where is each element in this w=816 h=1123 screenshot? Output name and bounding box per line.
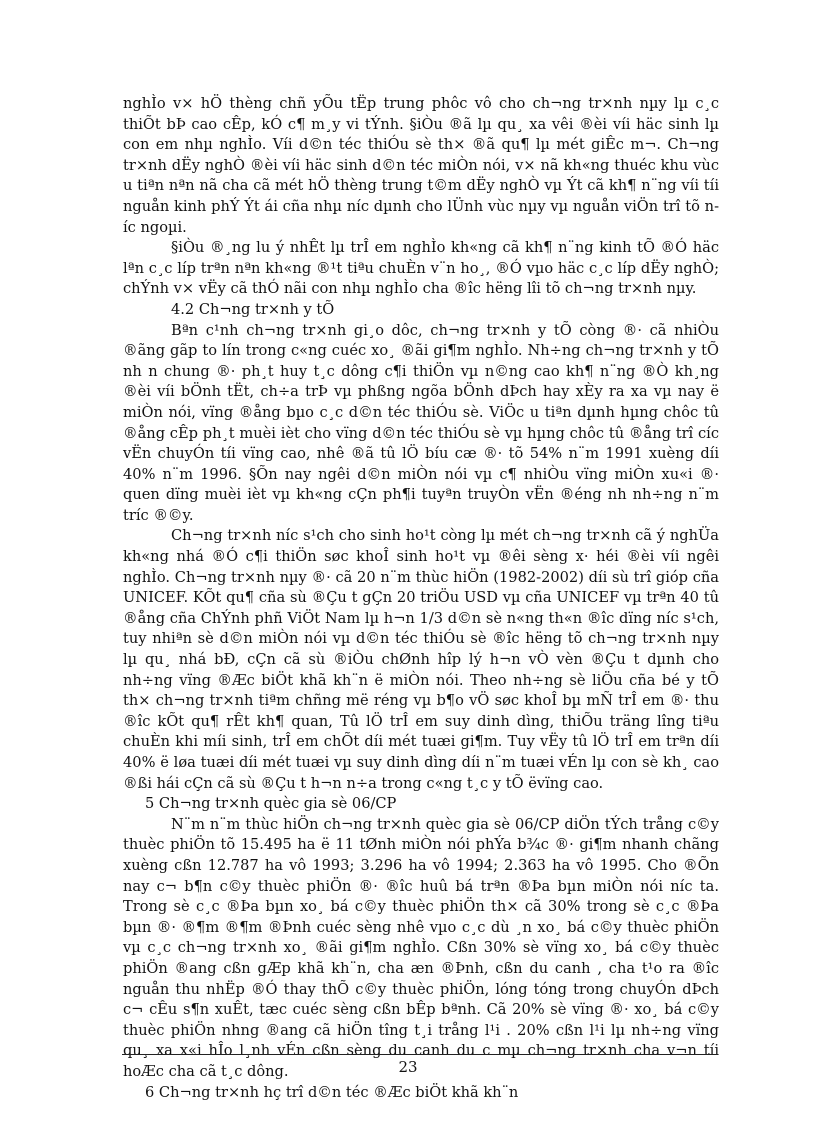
paragraph: N¨m n¨m thùc hiÖn ch¬ng tr×nh quèc gia sè 06/CP diÖn tÝch trång c©y thuèc phiÖn tõ 15.495 ha ë 11 tØnh miÒn nói phÝa b¾c ®· gi¶m nhanh chãng xuèng cßn 12.787 ha vô 1993; 3.296 ha vô 1994; 2.363 ha vô 1995. Cho ®Õn nay c¬ b¶n c©y thuèc phiÖn ®· ®îc huû bá trªn ®Þa bµn miÒn nói níc ta. Trong sè c¸c ®Þa bµn xo¸ bá c©y thuèc phiÖn th× cã 30% trong sè c¸c ®Þa bµn ®· ®¶m ®¶m ®Þnh cuéc sèng nhê vµo c¸c dù ¸n xo¸ bá c©y thuèc phiÖn vµ c¸c ch¬ng tr×nh xo¸ ®ãi gi¶m nghÌo. Cßn 30% sè vïng xo¸ bá c©y thuèc phiÖn ®ang cßn gÆp khã kh¨n, cha æn ®Þnh, cßn du canh , cha t¹o ra ®îc nguån thu nhËp ®Ó thay thÕ c©y thuèc phiÖn, lóng tóng trong chuyÓn dÞch c¬ cÊu s¶n xuÊt, tæc cuéc sèng cßn bÊp bªnh. Cã 20% sè vïng ®· xo¸ bá c©y thuèc phiÖn nhng ®ang cã hiÖn tîng t¸i trång l¹i . 20% cßn l¹i lµ nh÷ng vïng qu¸ xa x«i hÎo l¸nh vÉn cßn sèng du canh du c mµ ch¬ng tr×nh cha v¬n tíi hoÆc cha cã t¸c dông.: [123, 815, 719, 1080]
page-number: 23: [398, 1058, 418, 1076]
section-heading-6: 6 Ch¬ng tr×nh hç trî d©n téc ®Æc biÖt khã kh¨n: [145, 1083, 519, 1101]
footer-divider: [122, 1054, 718, 1055]
paragraph: Ch¬ng tr×nh níc s¹ch cho sinh ho¹t còng lµ mét ch¬ng tr×nh cã ý nghÜa kh«ng nhá ®Ó c¶i thiÖn søc khoÎ sinh ho¹t vµ ®êi sèng x· héi ®èi víi ngêi nghÌo. Ch¬ng tr×nh nµy ®· cã 20 n¨m thùc hiÖn (1982-2002) díi sù trî gióp cña UNICEF. KÕt qu¶ cña sù ®Çu t gÇn 20 triÖu USD vµ cña UNICEF vµ trªn 40 tû ®ång cña ChÝnh phñ ViÖt Nam lµ h¬n 1/3 d©n sè n«ng th«n ®îc dïng níc s¹ch, tuy nhiªn sè d©n miÒn nói vµ d©n téc thiÓu sè ®îc hëng tõ ch¬ng tr×nh nµy lµ qu¸ nhá bÐ, cÇn cã sù ®iÒu chØnh hîp lý h¬n vÒ vèn ®Çu t dµnh cho nh÷ng vïng ®Æc biÖt khã kh¨n ë miÒn nói. Theo nh÷ng sè liÖu cña bé y tÕ th× ch¬ng tr×nh tiªm chñng më réng vµ b¶o vÖ søc khoÎ bµ mÑ trÎ em ®· thu ®îc kÕt qu¶ rÊt kh¶ quan, Tû lÖ trÎ em suy dinh dìng, thiÕu träng lîng tiªu chuÈn khi míi sinh, trÎ em chÕt díi mét tuæi gi¶m. Tuy vËy tû lÖ trÎ em trªn díi 40% ë løa tuæi díi mét tuæi vµ suy dinh dìng díi n¨m tuæi vÉn lµ con sè kh¸ cao ®ßi hái cÇn cã sù ®Çu t h¬n n÷a trong c«ng t¸c y tÕ ëvïng cao.: [123, 527, 719, 792]
document-body: [123, 94, 719, 1103]
paragraph: §iÒu ®¸ng lu ý nhÊt lµ trÎ em nghÌo kh«ng cã kh¶ n¨ng kinh tÕ ®Ó häc lªn c¸c líp trªn nªn kh«ng ®¹t tiªu chuÈn v¨n ho¸, ®Ó vµo häc c¸c líp dËy nghÒ; chÝnh v× vËy cã thÓ nãi con nhµ nghÌo cha ®îc hëng lîi tõ ch¬ng tr×nh nµy.: [123, 239, 719, 298]
section-heading-4-2: 4.2 Ch¬ng tr×nh y tÕ: [171, 300, 335, 318]
paragraph: Bªn c¹nh ch¬ng tr×nh gi¸o dôc, ch¬ng tr×nh y tÕ còng ®· cã nhiÒu ®ãng gãp to lín trong c«ng cuéc xo¸ ®ãi gi¶m nghÌo. Nh÷ng ch¬ng tr×nh y tÕ nh n chung ®· ph¸t huy t¸c dông c¶i thiÖn vµ n©ng cao kh¶ n¨ng ®Ò kh¸ng ®èi víi bÖnh tËt, ch÷a trÞ vµ phßng ngõa bÖnh dÞch hay xÈy ra xa vµ nay ë miÒn nói, vïng ®ång bµo c¸c d©n téc thiÓu sè. ViÖc u tiªn dµnh hµng chôc tû ®ång cÊp ph¸t muèi ièt cho vïng d©n téc thiÓu sè vµ hµng chôc tû ®ång trî cíc vËn chuyÓn tíi vïng cao, nhê ®ã tû lÖ bíu cæ ®· tõ 54% n¨m 1991 xuèng díi 40% n¨m 1996. §Õn nay ngêi d©n miÒn nói vµ c¶ nhiÒu vïng miÒn xu«i ®· quen dïng muèi ièt vµ kh«ng cÇn ph¶i tuyªn truyÒn vËn ®éng nh nh÷ng n¨m tríc ®©y.: [123, 321, 719, 524]
section-heading-5: 5 Ch¬ng tr×nh quèc gia sè 06/CP: [145, 795, 397, 813]
paragraph: nghÌo v× hÖ thèng chñ yÕu tËp trung phôc vô cho ch¬ng tr×nh nµy lµ c¸c thiÕt bÞ cao cÊp, kÓ c¶ m¸y vi tÝnh. §iÒu ®ã lµ qu¸ xa vêi ®èi víi häc sinh lµ con em nhµ nghÌo. Víi d©n téc thiÓu sè th× ®ã qu¶ lµ mét giÊc m¬. Ch¬ng tr×nh dËy nghÒ ®èi víi häc sinh d©n téc miÒn nói, v× nã kh«ng thuéc khu vùc u tiªn nªn nã cha cã mét hÖ thèng trung t©m dËy nghÒ vµ Ýt cã kh¶ n¨ng víi tíi nguån kinh phÝ Ýt ái cña nhµ níc dµnh cho lÜnh vùc nµy vµ nguån viÖn trî tõ níc ngoµi.: [123, 95, 719, 236]
